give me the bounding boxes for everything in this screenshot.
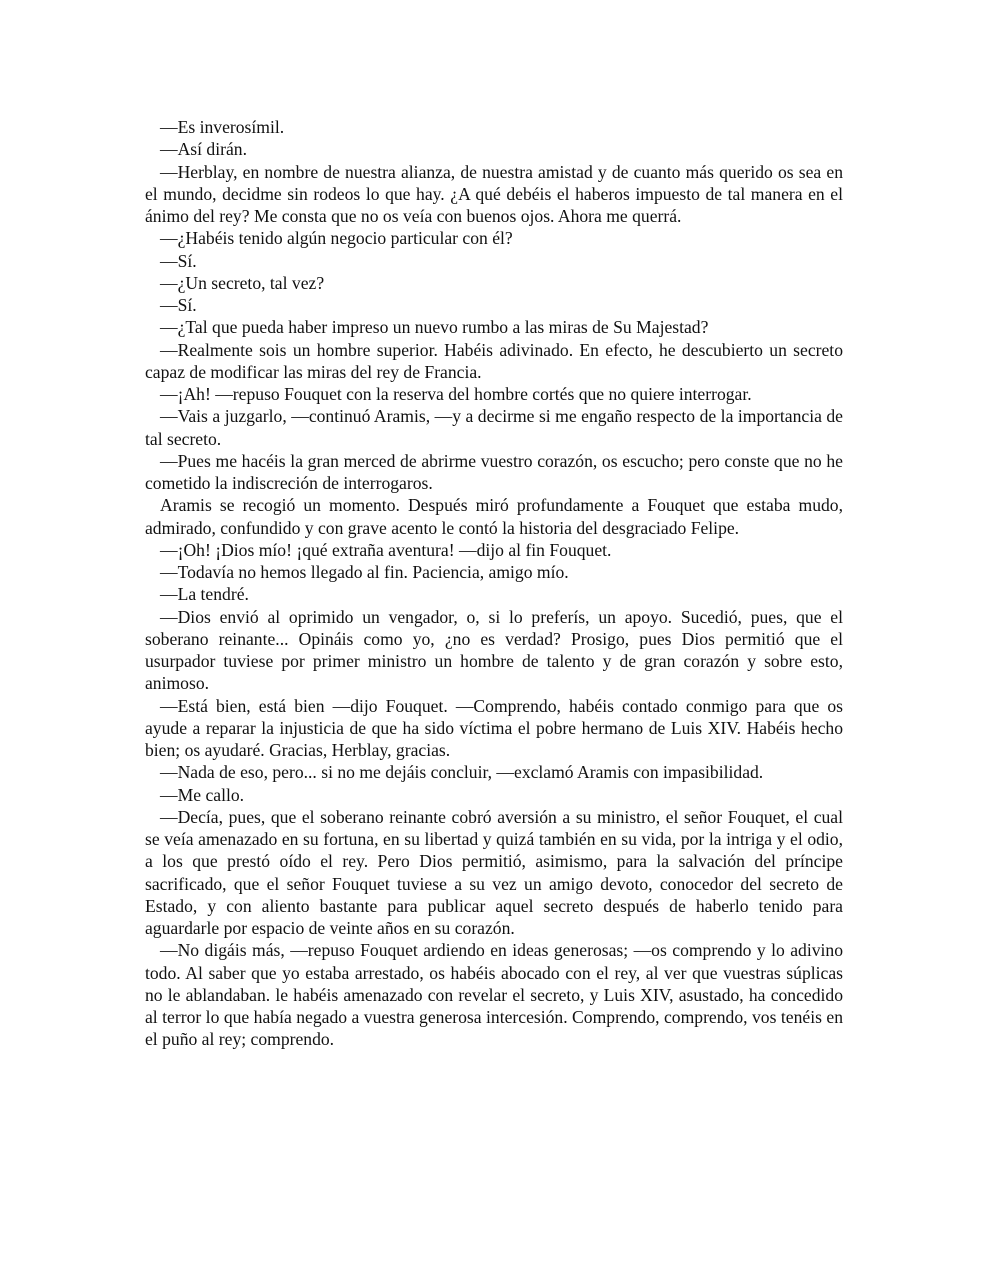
paragraph: —Decía, pues, que el soberano reinante cobró aversión a su ministro, el señor Fouquet, el cual se veía amenazado en su fortuna, en su libertad y quizá también en su vida, por la intriga y el odio, a los que prestó oído el rey. Pero Dios permitió, asimismo, para la salvación del príncipe sacrificado, que el señor Fouquet tuviese a su vez un amigo devoto, conocedor del secreto de Estado, y con aliento bastante para publicar aquel secreto después de haberlo tenido para aguardarle por espacio de veinte años en su corazón. bbox=[145, 806, 843, 938]
paragraph: —Me callo. bbox=[160, 784, 245, 805]
paragraph: —¿Habéis tenido algún negocio particular con él? bbox=[160, 228, 513, 249]
paragraph: —¿Tal que pueda haber impreso un nuevo rumbo a las miras de Su Majestad? bbox=[160, 317, 709, 338]
paragraph: —¡Ah! —repuso Fouquet con la reserva del hombre cortés que no quiere interrogar. bbox=[160, 384, 752, 404]
paragraph: —Sí. bbox=[160, 295, 197, 315]
paragraph: —Dios envió al oprimido un vengador, o, si lo preferís, un apoyo. Sucedió, pues, que el soberano reinante... Opináis como yo, ¿no es verdad? Prosigo, pues Dios permitió que el usurpador tuviese por primer ministro un hombre de talento y de gran corazón y sobre esto, animoso. bbox=[145, 606, 843, 694]
paragraph: Aramis se recogió un momento. Después miró profundamente a Fouquet que estaba mudo, admirado, confundido y con grave acento le contó la historia del desgraciado Felipe. bbox=[145, 495, 843, 538]
paragraph: —Herblay, en nombre de nuestra alianza, de nuestra amistad y de cuanto más querido os sea en el mundo, decidme sin rodeos lo que hay. ¿A qué debéis el haberos impuesto de tal manera en el ánimo del rey? Me consta que no os veía con buenos ojos. Ahora me querrá. bbox=[145, 161, 843, 226]
paragraph: —La tendré. bbox=[160, 584, 249, 605]
paragraph: —Así dirán. bbox=[160, 139, 247, 160]
paragraph: —¡Oh! ¡Dios mío! ¡qué extraña aventura! —dijo al fin Fouquet. bbox=[160, 539, 612, 560]
paragraph: —Realmente sois un hombre superior. Habéis adivinado. En efecto, he descubierto un secreto capaz de modificar las miras del rey de Francia. bbox=[145, 339, 843, 382]
paragraph: —Sí. bbox=[160, 250, 197, 271]
paragraph: —Vais a juzgarlo, —continuó Aramis, —y a decirme si me engaño respecto de la importancia de tal secreto. bbox=[145, 406, 843, 449]
page-body bbox=[145, 116, 843, 1051]
paragraph: —Nada de eso, pero... si no me dejáis concluir, —exclamó Aramis con impasibilidad. bbox=[160, 762, 764, 783]
paragraph: —¿Un secreto, tal vez? bbox=[160, 272, 325, 293]
paragraph: —Es inverosímil. bbox=[160, 117, 285, 137]
paragraph: —No digáis más, —repuso Fouquet ardiendo en ideas generosas; —os comprendo y lo adivino todo. Al saber que yo estaba arrestado, os habéis abocado con el rey, al ver que vuestras súplicas no le ablandaban. le habéis amenazado con revelar el secreto, y Luis XIV, asustado, ha concedido al terror lo que había negado a vuestra generosa intercesión. Comprendo, comprendo, vos tenéis en el puño al rey; comprendo. bbox=[145, 940, 843, 1050]
paragraph: —Todavía no hemos llegado al fin. Paciencia, amigo mío. bbox=[160, 562, 569, 582]
paragraph: —Pues me hacéis la gran merced de abrirme vuestro corazón, os escucho; pero conste que no he cometido la indiscreción de interrogaros. bbox=[145, 450, 843, 493]
paragraph: —Está bien, está bien —dijo Fouquet. —Comprendo, habéis contado conmigo para que os ayude a reparar la injusticia de que ha sido víctima el pobre hermano de Luis XIV. Habéis hecho bien; os ayudaré. Gracias, Herblay, gracias. bbox=[145, 695, 843, 760]
